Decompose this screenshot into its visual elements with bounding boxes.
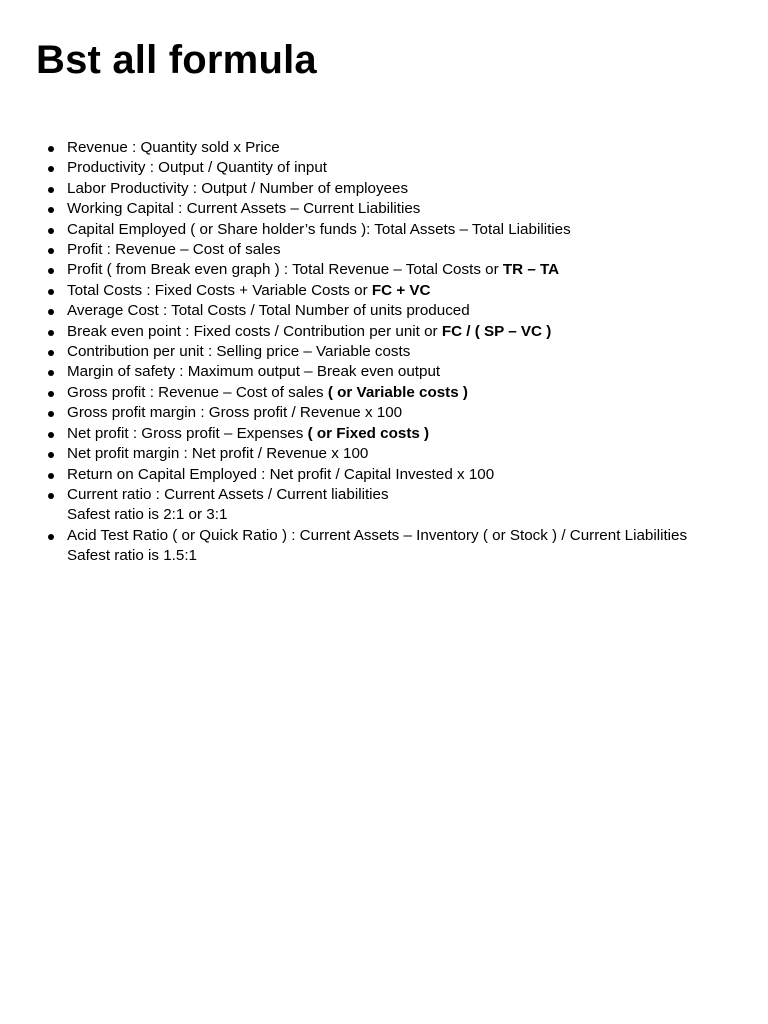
bullet-icon: [48, 350, 54, 356]
bullet-icon: [48, 391, 54, 397]
formula-item: [40, 424, 690, 444]
formula-text: Working Capital : Current Assets – Current Liabilities: [67, 200, 421, 218]
bullet-icon: [48, 187, 54, 193]
formula-item: [40, 301, 690, 321]
formula-bold-text: ( or Fixed costs ): [307, 424, 430, 442]
formula-text: Average Cost : Total Costs / Total Number of units produced: [67, 302, 470, 320]
formula-bold-text: ( or Variable costs ): [327, 383, 468, 401]
bullet-icon: [48, 411, 54, 417]
bullet-icon: [48, 268, 54, 274]
formula-text: Acid Test Ratio ( or Quick Ratio ) : Current Assets – Inventory ( or Stock ) / Current Liabilities: [67, 526, 688, 544]
bullet-icon: [48, 146, 54, 152]
formula-text: Current ratio : Current Assets / Current liabilities: [67, 485, 389, 503]
bullet-icon: [48, 534, 54, 540]
formula-item: [40, 526, 690, 567]
formula-text: Gross profit : Revenue – Cost of sales: [67, 383, 328, 401]
bullet-icon: [48, 309, 54, 315]
formula-item: [40, 240, 690, 260]
bullet-icon: [48, 493, 54, 499]
formula-list: [40, 138, 690, 567]
formula-text: Labor Productivity : Output / Number of employees: [67, 179, 409, 197]
formula-bold-text: FC / ( SP – VC ): [441, 322, 552, 340]
bullet-icon: [48, 330, 54, 336]
bullet-icon: [48, 289, 54, 295]
formula-item: [40, 179, 690, 199]
formula-item: [40, 138, 690, 158]
formula-text: Return on Capital Employed : Net profit / Capital Invested x 100: [67, 465, 495, 483]
bullet-icon: [48, 452, 54, 458]
formula-text: Capital Employed ( or Share holder’s funds ): Total Assets – Total Liabilities: [67, 220, 571, 238]
bullet-icon: [48, 432, 54, 438]
formula-text: Net profit margin : Net profit / Revenue x 100: [67, 445, 369, 463]
formula-text: Gross profit margin : Gross profit / Revenue x 100: [67, 404, 403, 422]
formula-item: [40, 158, 690, 178]
bullet-icon: [48, 370, 54, 376]
bullet-icon: [48, 248, 54, 254]
formula-bold-text: FC + VC: [371, 281, 431, 299]
bullet-icon: [48, 166, 54, 172]
formula-bold-text: TR – TA: [502, 261, 560, 279]
formula-item: [40, 322, 690, 342]
formula-item: [40, 485, 690, 526]
formula-item: [40, 403, 690, 423]
formula-item: [40, 281, 690, 301]
formula-item: [40, 342, 690, 362]
formula-text: Profit ( from Break even graph ) : Total Revenue – Total Costs or: [67, 261, 503, 279]
formula-text: Contribution per unit : Selling price – Variable costs: [67, 343, 411, 361]
bullet-icon: [48, 207, 54, 213]
formula-item: [40, 444, 690, 464]
formula-item: [40, 383, 690, 403]
formula-item: [40, 362, 690, 382]
formula-text: Profit : Revenue – Cost of sales: [67, 241, 281, 259]
formula-text: Total Costs : Fixed Costs + Variable Costs or: [67, 281, 372, 299]
formula-item: [40, 220, 690, 240]
formula-text: Break even point : Fixed costs / Contribution per unit or: [67, 322, 442, 340]
formula-text: Revenue : Quantity sold x Price: [67, 139, 280, 156]
formula-text: Net profit : Gross profit – Expenses: [67, 424, 308, 442]
page-title: Bst all formula: [36, 38, 317, 82]
formula-item: [40, 260, 690, 280]
bullet-icon: [48, 228, 54, 234]
formula-text: Margin of safety : Maximum output – Break even output: [67, 363, 441, 381]
formula-item: [40, 199, 690, 219]
formula-item: [40, 465, 690, 485]
formula-note: Safest ratio is 1.5:1: [67, 547, 198, 565]
formula-note: Safest ratio is 2:1 or 3:1: [67, 506, 228, 524]
bullet-icon: [48, 473, 54, 479]
formula-text: Productivity : Output / Quantity of input: [67, 159, 328, 177]
